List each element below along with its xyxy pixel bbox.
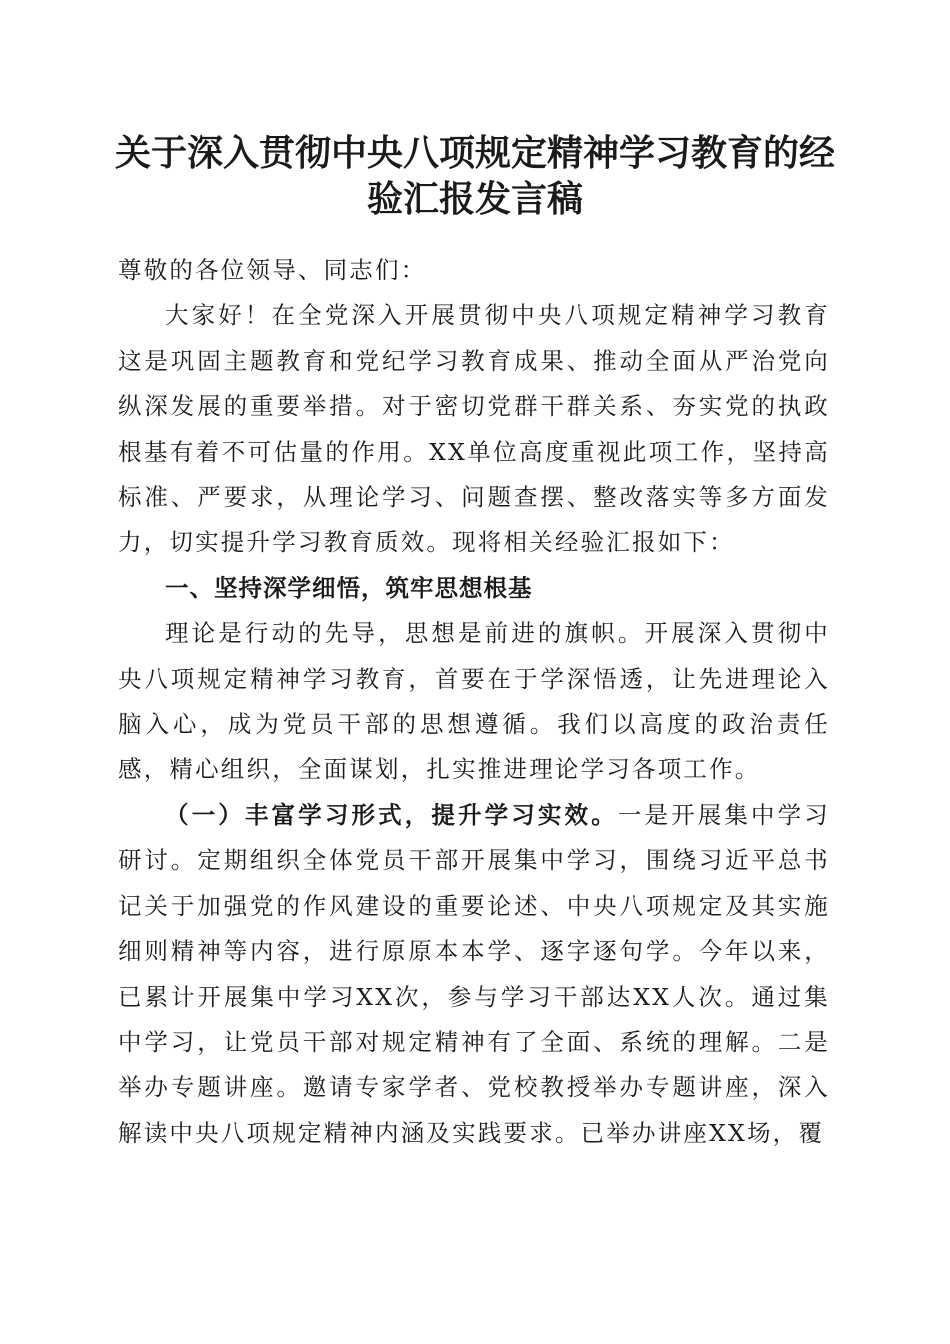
section-heading-1: 一、坚持深学细悟，筑牢思想根基 (165, 573, 533, 602)
document-title: 关于深入贯彻中央八项规定精神学习教育的经验汇报发言稿 (114, 132, 835, 220)
section-1-paragraph: 理论是行动的先导，思想是前进的旗帜。开展深入贯彻中央八项规定精神学习教育，首要在于学深悟透，让先进理论入脑入心，成为党员干部的思想遵循。我们以高度的政治责任感，精心组织，全面谋划，扎实推进理论学习各项工作。 (118, 619, 830, 784)
subsection-1-text: 一是开展集中学习研讨。定期组织全体党员干部开展集中学习，围绕习近平总书记关于加强党的作风建设的重要论述、中央八项规定及其实施细则精神等内容，进行原原本本学、逐字逐句学。今年以来，已累计开展集中学习XX次，参与学习干部达XX人次。通过集中学习，让党员干部对规定精神有了全面、系统的理解。二是举办专题讲座。邀请专家学者、党校教授举办专题讲座，深入解读中央八项规定精神内涵及实践要求。已举办讲座XX场，覆 (118, 800, 830, 1147)
intro-paragraph: 大家好！在全党深入开展贯彻中央八项规定精神学习教育这是巩固主题教育和党纪学习教育成果、推动全面从严治党向纵深发展的重要举措。对于密切党群干群关系、夯实党的执政根基有着不可估量的作用。XX单位高度重视此项工作，坚持高标准、严要求，从理论学习、问题查摆、整改落实等多方面发力，切实提升学习教育质效。现将相关经验汇报如下： (118, 301, 830, 557)
subsection-1-paragraph (118, 793, 830, 1156)
salutation: 尊敬的各位领导、同志们： (118, 256, 427, 284)
document-body (118, 248, 830, 1156)
subsection-1-lead: （一）丰富学习形式，提升学习实效。 (165, 800, 618, 829)
